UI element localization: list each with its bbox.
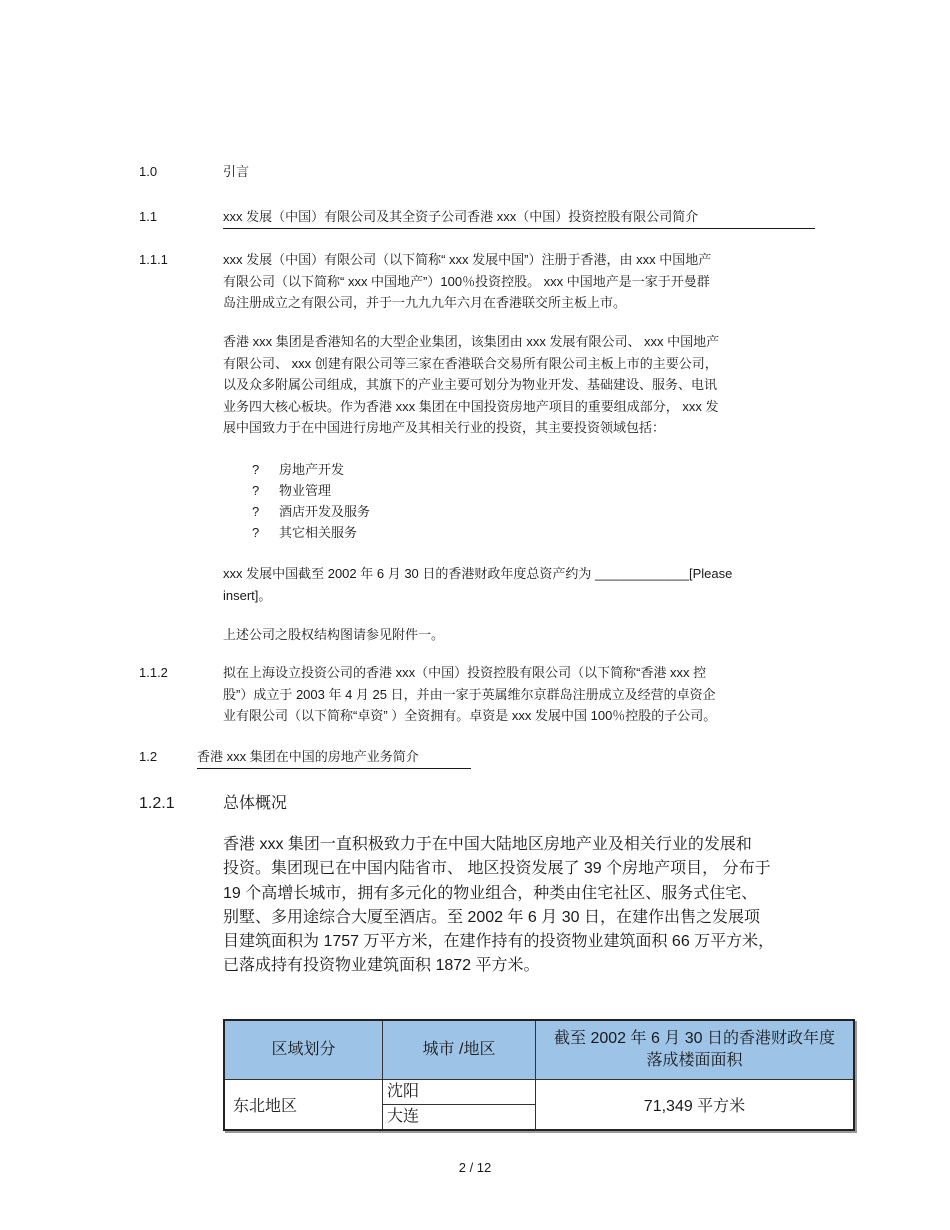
list-item: ? 物业管理 [252,480,331,501]
list-item: ? 房地产开发 [252,459,344,480]
section-title-introduction: 引言 [223,164,250,179]
header-floor-area: 截至 2002 年 6 月 30 日的香港财政年度 落成楼面面积 [536,1020,855,1080]
section-title-1-1: xxx 发展（中国）有限公司及其全资子公司香港 xxx（中国）投资控股有限公司简介 [223,206,815,229]
cell-floor-area: 71,349 平方米 [536,1080,855,1131]
section-title-1-2: 香港 xxx 集团在中国的房地产业务简介 [197,746,471,769]
section-title-overview: 总体概况 [223,795,288,812]
section-number-1-0: 1.0 [139,164,158,179]
cell-region: 东北地区 [224,1080,383,1131]
header-city: 城市 /地区 [383,1020,536,1080]
paragraph-company-registration: xxx 发展（中国）有限公司（以下简称“ xxx 发展中国”）注册于香港，由 xxx 中国地产 有限公司（以下简称“ xxx 中国地产”）100％投资控股。 xxx 中国地产是一家于开曼群 岛注册成立之有限公司，并于一九九九年六月在香港联交所主板上市。 [223,252,712,310]
section-number-1-2: 1.2 [139,749,158,764]
table-header-row [224,1020,854,1080]
bullet-marker: ? [252,525,260,540]
section-number-1-1-1: 1.1.1 [139,252,168,267]
cell-city: 大连 [383,1105,536,1131]
floor-area-table [223,1019,855,1131]
paragraph-appendix-reference: 上述公司之股权结构图请参见附件一。 [223,627,445,642]
paragraph-group-overview: 香港 xxx 集团是香港知名的大型企业集团，该集团由 xxx 发展有限公司、 xxx 中国地产 有限公司、 xxx 创建有限公司等三家在香港联合交易所有限公司主板上市的主要公司， 以及众多附属公司组成，其旗下的产业主要可划分为物业开发、基础建设、服务、电讯 业务四大核心板块。作为香港 xxx 集团在中国投资房地产项目的重要组成部分， xxx 发 展中国致力于在中国进行房地产及其相关行业的投资，其主要投资领域包括： [223,334,720,435]
section-number-1-1-2: 1.1.2 [139,665,168,680]
page-number: 2 / 12 [458,1160,492,1175]
bullet-marker: ? [252,483,260,498]
cell-city: 沈阳 [383,1080,536,1105]
paragraph-overview: 香港 xxx 集团一直积极致力于在中国大陆地区房地产业及相关行业的发展和 投资。集团现已在中国内陆省市、 地区投资发展了 39 个房地产项目， 分布于 19 个高增长城市，拥有多元化的物业组合，种类由住宅社区、服务式住宅、 别墅、多用途综合大厦至酒店。至 2002 年 6 月 30 日，在建作出售之发展项 目建筑面积为 1757 万平方米，在建作持有的投资物业建筑面积 66 万平方米， 已落成持有投资物业建筑面积 1872 平方米。 [223,836,775,975]
paragraph-total-assets: xxx 发展中国截至 2002 年 6 月 30 日的香港财政年度总资产约为 _____________[Please insert]。 [223,566,733,603]
bullet-marker: ? [252,504,260,519]
header-region: 区域划分 [224,1020,383,1080]
bullet-marker: ? [252,462,260,477]
paragraph-shanghai-investment: 拟在上海设立投资公司的香港 xxx（中国）投资控股有限公司（以下简称“香港 xxx 控 股”）成立于 2003 年 4 月 25 日，并由一家于英属维尔京群岛注册成立及经营的卓资企 业有限公司（以下简称“卓资” ）全资拥有。卓资是 xxx 发展中国 100％控股的子公司。 [223,665,717,723]
list-item: ? 其它相关服务 [252,522,357,543]
table-row [224,1080,854,1105]
section-number-1-2-1: 1.2.1 [139,795,175,812]
list-item: ? 酒店开发及服务 [252,501,370,522]
section-number-1-1: 1.1 [139,209,158,224]
